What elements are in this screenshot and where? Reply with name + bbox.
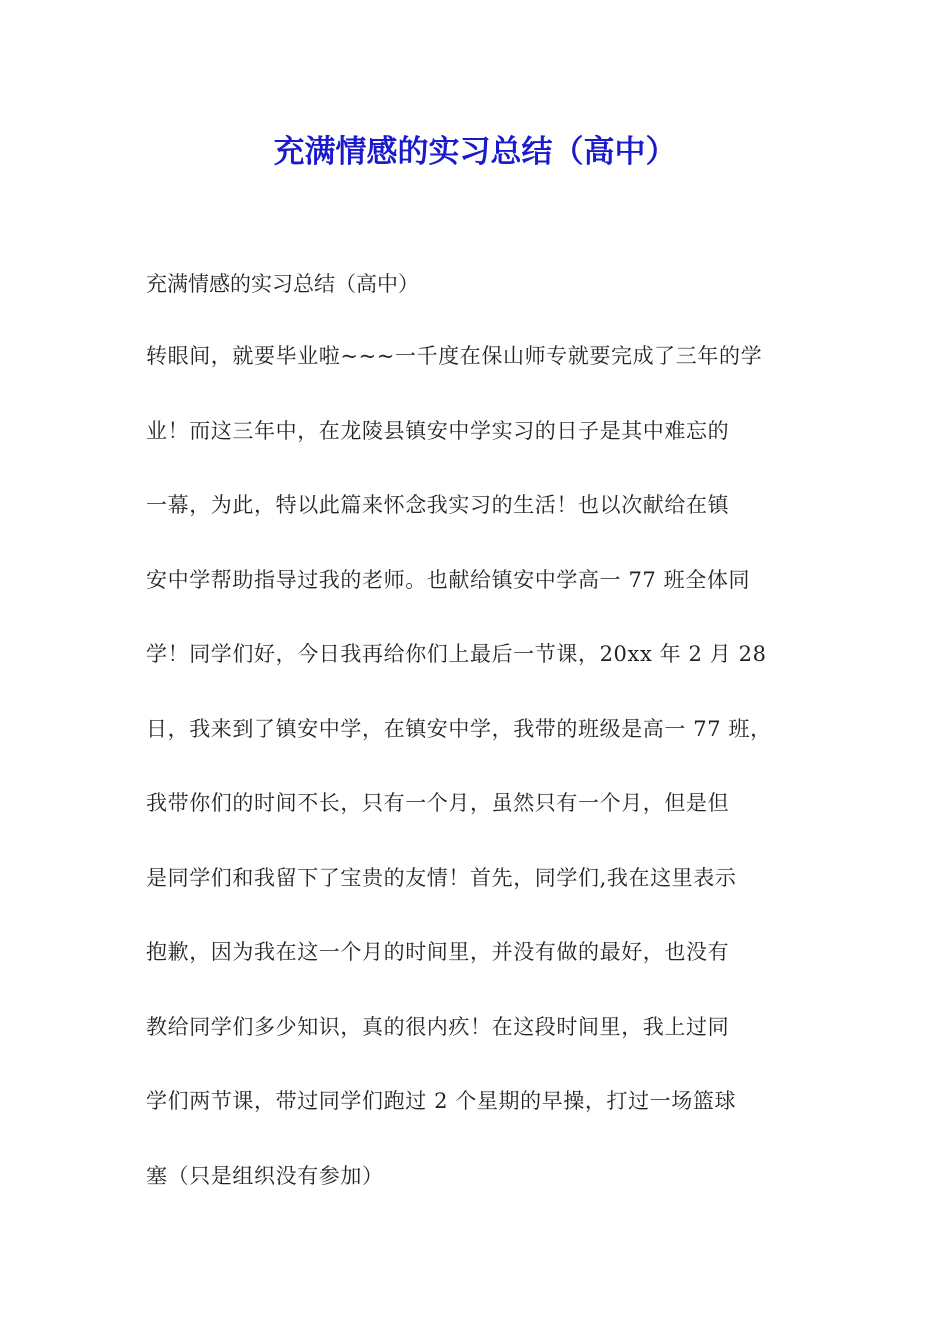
text-line: 我带你们的时间不长，只有一个月，虽然只有一个月，但是但 [146,791,730,815]
text-line: 塞（只是组织没有参加） [146,1163,384,1188]
text-line: 是同学们和我留下了宝贵的友情！首先，同学们,我在这里表示 [146,865,737,890]
document-subtitle: 充满情感的实习总结（高中） [146,272,419,296]
page-title: 充满情感的实习总结（高中） [273,134,677,170]
text-line: 学们两节课，带过同学们跑过 2 个星期的早操，打过一场篮球 [146,1089,737,1113]
body-text [146,338,826,1232]
text-line: 一幕，为此，特以此篇来怀念我实习的生活！也以次献给在镇 [146,493,730,517]
text-line: 日，我来到了镇安中学，在镇安中学，我带的班级是高一 77 班， [146,716,772,741]
text-line: 教给同学们多少知识，真的很内疚！在这段时间里，我上过同 [146,1014,730,1039]
text-line: 转眼间，就要毕业啦~~~一千度在保山师专就要完成了三年的学 [146,344,763,368]
text-line: 学！同学们好，今日我再给你们上最后一节课，20xx 年 2 月 28 [146,642,767,666]
text-line: 抱歉，因为我在这一个月的时间里，并没有做的最好，也没有 [146,940,730,964]
text-line: 安中学帮助指导过我的老师。也献给镇安中学高一 77 班全体同 [146,567,751,592]
text-line: 业！而这三年中，在龙陵县镇安中学实习的日子是其中难忘的 [146,418,730,443]
